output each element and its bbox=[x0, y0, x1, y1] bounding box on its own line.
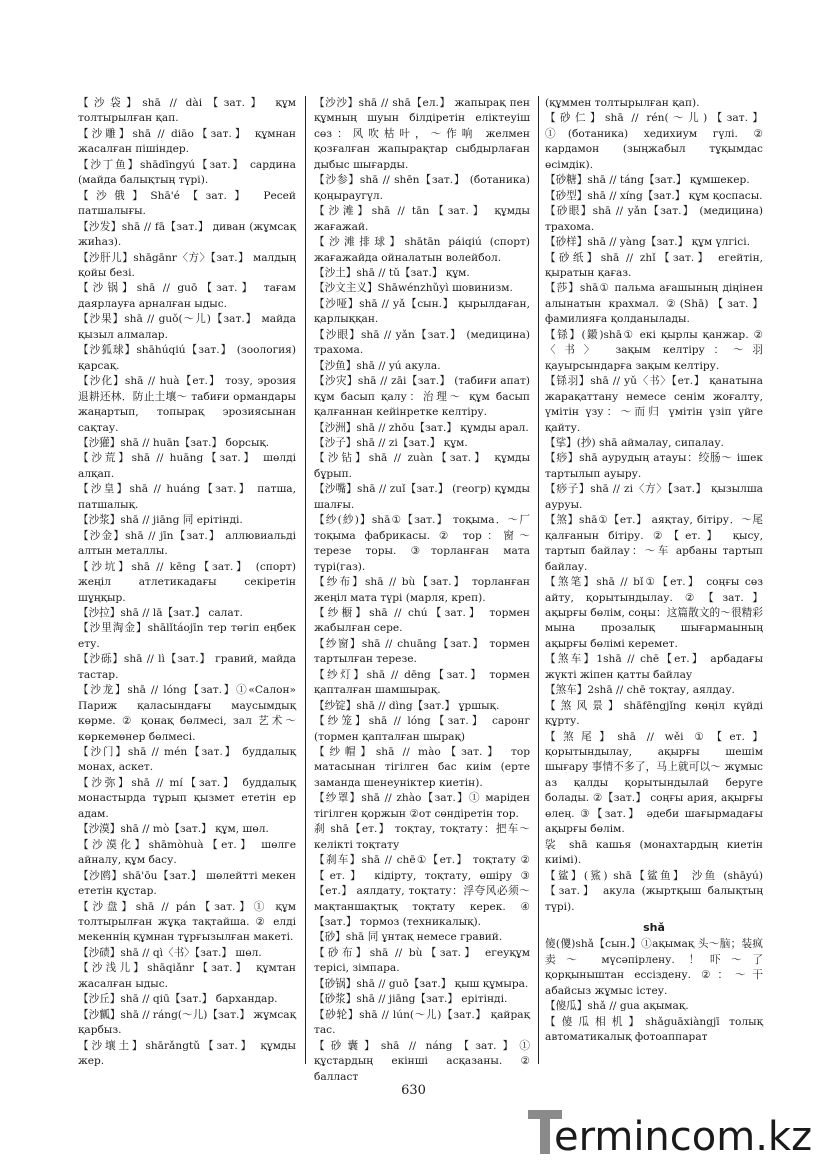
dictionary-entry: 【沙袋】shā // dài【зат.】 құм толтырылған қап. bbox=[78, 97, 296, 125]
column-divider bbox=[305, 96, 306, 1064]
dictionary-entry: 【沙滩】shā // tān【зат.】 құмды жағажай. bbox=[314, 205, 530, 233]
dictionary-entry: 【砂样】shā // yàng【зат.】 құм үлгісі. bbox=[545, 236, 750, 249]
dictionary-entry: 【煞风景】shāfēngjǐng көңіл күйді құрту. bbox=[545, 699, 763, 728]
dictionary-entry: 【沙果】shā // guǒ(～儿)【зат.】 майда қызыл алмалар. bbox=[78, 313, 296, 341]
dictionary-entry: 【纱帽】shā // mào【зат.】 тор матасынан тігілген бас киім (ерте заманда шенеуніктер киетін). bbox=[314, 746, 530, 789]
dictionary-entry: 【沙土】shā // tǔ【зат.】 құм. bbox=[314, 266, 470, 279]
column-3-entries bbox=[545, 96, 763, 915]
dictionary-entry: 【纱(紗)】shā①【зат.】 тоқыма．～厂 тоқыма фабрикасы. ② тор：窗～ терезе торы. ③торланған мата түрі(газ). bbox=[314, 514, 530, 573]
dictionary-entry: 【沙眼】shā // yǎn【зат.】 (медицина) трахома. bbox=[314, 328, 530, 357]
dictionary-entry: 【煞车】2shā // chē тоқтау, аялдау. bbox=[545, 684, 735, 697]
dictionary-entry: 【沙雕】shā // diāo【зат.】 құмнан жасалған пішіндер. bbox=[78, 127, 296, 156]
dictionary-entry: 【沙坑】shā // kēng【зат.】 (спорт) жеңіл атлетикадағы секіретін шұңқыр. bbox=[78, 560, 296, 604]
dictionary-entry: 【痧】shā аурудың атауы：绞肠～ ішек тартылып ауыру. bbox=[545, 452, 763, 480]
dictionary-entry: 【沙浆】shā // jiāng 同 ерітінді. bbox=[78, 514, 243, 527]
dictionary-entry: 【沙龙】shā // lóng【зат.】①«Салон» Париж қаласындағы маусымдық көрме. ② қонақ бөлмесі, зал 艺术～ көркемөнер бөлмесі. bbox=[78, 684, 296, 743]
dictionary-entry: 【煞笔】shā // bǐ①【ет.】 соңғы сөз айту, қорытындылау. ②【зат.】 ақырғы бөлім, соңы：这篇散文的～很精彩 мына прозалық шығармаының ақырғы бөлімі керемет. bbox=[545, 576, 763, 650]
dictionary-entry: 【沙狐球】shāhúqiú【зат.】 (зоология) қарсақ. bbox=[78, 344, 296, 372]
dictionary-entry: 【纱罩】shā // zhào【зат.】① маріден тігілген қоржын ②от сөндіретін тор. bbox=[314, 792, 530, 820]
dictionary-entry: 【纱锭】shā // dìng【зат.】 ұршық. bbox=[314, 699, 500, 712]
dictionary-entry: 【沙肝儿】shāgānr〈方〉【зат.】 малдың қойы безі. bbox=[78, 251, 296, 279]
dictionary-entry: 【砂布】shā // bù【зат.】 егеуқұм терісі, зімпара. bbox=[314, 946, 530, 975]
dictionary-entry: 【沙浅儿】shāqiǎnr【зат.】 құмтан жасалған ыдыс. bbox=[78, 962, 296, 990]
column-divider bbox=[538, 96, 539, 1064]
dictionary-entry: 【沙沙】shā // shā【ел.】 жапырақ пен құмның шуын білдіретін еліктеуіш сөз：风吹枯叶，～作响 желмен қозғалған жапырақтар сыбдырлаған дыбыс шығарды. bbox=[314, 97, 530, 171]
dictionary-entry: 【鲨】(鯊) shā【鲨鱼】 沙鱼 (shāyú)【зат.】 акула (жыртқыш балықтың түрі). bbox=[545, 869, 763, 913]
dictionary-entry: 裟 shā кашья (монахтардың киетін киімі). bbox=[545, 838, 763, 867]
dictionary-entry: 【沙里淘金】shālǐtáojīn тер төгіп еңбек ету. bbox=[78, 622, 296, 650]
dictionary-entry: 【莎】shā① пальма ағашының діңінен алынатын крахмал. ②(Shā)【зат.】 фамилияға қолданылады. bbox=[545, 282, 763, 326]
dictionary-entry: 【沙碛】shā // qì〈书〉【зат.】 шөл. bbox=[78, 946, 262, 959]
dictionary-entry: 【沙拉】shā // lā【зат.】 салат. bbox=[78, 606, 243, 619]
dictionary-entry: 【纱橱】shā // chú【зат.】 тормен жабылған сере. bbox=[314, 606, 530, 635]
dictionary-entry: 【砂型】shā // xíng【зат.】 құм қоспасы. bbox=[545, 189, 763, 202]
dictionary-entry: 【砂糖】shā // táng【зат.】 құмшекер. bbox=[545, 174, 750, 187]
dictionary-entry: 【刹车】shā // chē①【ет.】 тоқтату ②【ет.】 кідірту, тоқтату, өшіру ③【ет.】 аялдату, тоқтату：浮夸风必须～ мақтаншақтық тоқтату керек. ④【зат.】 тормоз (техникалық). bbox=[314, 854, 530, 929]
dictionary-entry: 【沙漠】shā // mò【зат.】 құм, шөл. bbox=[78, 823, 269, 836]
dictionary-entry: 【砂眼】shā // yǎn【зат.】 (медицина) трахома. bbox=[545, 205, 763, 233]
dictionary-entry: 【沙锅】shā // guō【зат.】 тағам даярлауға арналған ыдыс. bbox=[78, 282, 296, 310]
dictionary-entry: 【沙化】shā // huà【ет.】 тозу, эрозия 退耕还林．防止土壤～ табиғи ормандары жаңартып, топырақ эрозиясынан сақтау. bbox=[78, 375, 296, 434]
dictionary-entry: 【纱布】shā // bù【зат.】 торланған жеңіл мата түрі (марля, креп). bbox=[314, 576, 530, 604]
dictionary-entry: 【沙发】shā // fā【зат.】 диван (жұмсақ жиһаз). bbox=[78, 220, 296, 249]
dictionary-entry: 【沙金】shā // jīn【зат.】 аллювиальді алтын металлы. bbox=[78, 529, 296, 558]
dictionary-entry: 【砂纸】shā // zhǐ【зат.】 егейтін, қыратын қағаз. bbox=[545, 251, 763, 279]
dictionary-entry: 【沙灾】shā // zāi【зат.】 (табиғи апат) құм басып қалу：治理～ құм басып қалғаннан кейінретке келтіру. bbox=[314, 375, 530, 419]
dictionary-entry: 【傻瓜】shǎ // gua ақымақ. bbox=[545, 1000, 689, 1013]
dictionary-entry: 【挲】(抄) shā аймалау, сипалау. bbox=[545, 436, 724, 449]
dictionary-entry: 【铩】(鎩)shā① екі қырлы қанжар. ②〈书〉 зақым келтіру：～羽 қауырсындарға зақым келтіру. bbox=[545, 328, 763, 372]
dictionary-entry: 【沙鸥】shā'ōu【зат.】 шөлейтті мекен ететін құстар. bbox=[78, 869, 296, 898]
dictionary-entry: 【沙漠化】shāmòhuà【ет.】 шөлге айналу, құм басу. bbox=[78, 838, 296, 867]
dictionary-entry: (құммен толтырылған қап). bbox=[545, 97, 700, 109]
termincom-logo bbox=[524, 1106, 814, 1158]
dictionary-entry: 【砂锅】shā // guō【зат.】 қыш құмыра. bbox=[314, 977, 529, 990]
dictionary-column-2 bbox=[314, 96, 530, 1085]
dictionary-entry: 【沙瓤】shā // ráng(～儿)【зат.】 жұмсақ қарбыз. bbox=[78, 1008, 296, 1037]
section-entries bbox=[545, 937, 763, 1045]
section-heading: shǎ bbox=[643, 921, 665, 935]
dictionary-entry: 【沙文主义】Shāwénzhǔyì шовинизм. bbox=[314, 282, 513, 295]
dictionary-entry: 【纱笼】shā // lóng【зат.】 саронг (тормен қапталған шырақ) bbox=[314, 715, 530, 743]
dictionary-entry: 【沙鱼】shā // yú акула. bbox=[314, 359, 441, 372]
dictionary-entry: 【沙獾】shā // huān【зат.】 борсық. bbox=[78, 436, 270, 449]
dictionary-entry: 【沙滩排球】shātān páiqiú (спорт) жағажайда ойналатын волейбол. bbox=[314, 236, 530, 264]
svg-text:ermincom.kz: ermincom.kz bbox=[554, 1114, 813, 1158]
dictionary-entry: 【煞】shā①【ет.】 аяқтау, бітіру．～尾 қалғанын бітіру. ②【ет.】 қысу, тартып байлау：～车 арбаны тартып байлау. bbox=[545, 514, 763, 573]
dictionary-entry: 【傻瓜相机】shǎguāxiàngjī толық автоматикалық фотоаппарат bbox=[545, 1015, 763, 1044]
dictionary-entry: 【沙盘】shā // pán【зат.】① құм толтырылған жұқа тақтайша. ② елді мекеннің құмнан тұрғызылған макеті. bbox=[78, 900, 296, 944]
dictionary-entry: 【砂轮】shā // lún(～儿)【зат.】 қайрақ тас. bbox=[314, 1008, 530, 1037]
dictionary-entry: 【沙哑】shā // yǎ【сын.】 қырылдаған, қарлыққан. bbox=[314, 297, 530, 326]
dictionary-entry: 【砂】shā 同 ұнтақ немесе гравий. bbox=[314, 931, 503, 944]
dictionary-entry: 【沙俄】Shā'é【зат.】 Ресей патшалығы. bbox=[78, 189, 296, 218]
dictionary-entry: 刹 shā【ет.】 тоқтау, тоқтату：把车～ келікті тоқтату bbox=[314, 823, 530, 851]
dictionary-entry: 【砂仁】shā // rén(～儿)【зат.】①(ботаника) хедихиум гүлі. ② кардамон (зыңжабыл тұқымдас өсімдік). bbox=[545, 112, 763, 171]
dictionary-entry: 【沙嘴】shā // zuǐ【зат.】 (геогр) құмды шалғы. bbox=[314, 483, 530, 511]
dictionary-entry: 【痧子】shā // zi〈方〉【зат.】 қызылша ауруы. bbox=[545, 483, 763, 511]
dictionary-entry: 【纱灯】shā // dēng【зат.】 тормен қапталған шамшырақ. bbox=[314, 668, 530, 697]
dictionary-entry: 【沙荒】shā // huāng【зат.】 шөлді алқап. bbox=[78, 452, 296, 480]
dictionary-entry: 【沙参】shā // shēn【зат.】 (ботаника) қоңыраугүл. bbox=[314, 174, 530, 202]
dictionary-entry: 【砂囊】shā // náng【зат.】① құстардың екінші асқазаны. ② балласт bbox=[314, 1039, 530, 1083]
dictionary-entry: 【沙门】shā // mén【зат.】 буддалық монах, аскет. bbox=[78, 746, 296, 774]
dictionary-entry: 【沙弥】shā // mí【зат.】 буддалық монастырда тұрып қызмет ететін ер адам. bbox=[78, 776, 296, 820]
dictionary-entry: 【沙壤土】shārǎngtǔ【зат.】 құмды жер. bbox=[78, 1039, 296, 1068]
dictionary-entry: 【煞尾】shā // wěi ①【ет.】 қорытындылау, ақырғы шешім шығару 事情不多了，马上就可以～ жұмыс аз қалды қорытындылай беруге болады. ②【зат.】 соңғы ария, ақырғы өлең. ③【зат.】 әдеби шағырмадағы ақырғы бөлім. bbox=[545, 730, 763, 836]
dictionary-entry: 【沙砾】shā // lì【зат.】 гравий, майда тастар. bbox=[78, 653, 296, 681]
dictionary-entry: 【沙子】shā // zi【зат.】 құм. bbox=[314, 436, 468, 449]
dictionary-entry: 【沙洲】shā // zhōu【зат.】 құмды арал. bbox=[314, 421, 529, 434]
dictionary-entry: 【沙皇】shā // huáng【зат.】 патша, патшалық. bbox=[78, 483, 296, 511]
dictionary-entry: 【沙钻】shā // zuàn【зат.】 құмды бұрып. bbox=[314, 452, 530, 480]
dictionary-entry: 【砂浆】shā // jiāng【зат.】 ерітінді. bbox=[314, 993, 508, 1006]
page-number: 630 bbox=[401, 1083, 426, 1098]
dictionary-entry: 【煞车】1shā // chē【ет.】 арбадағы жүкті жіпен қатты байлау bbox=[545, 653, 763, 681]
dictionary-entry: 傻(儍)shǎ【сын.】①ақымақ 头～脑；装疯卖～ мүсәпірлену. ！吓～了 қорқыныштан ессіздену. ②：～干 абайсыз жұмыс істеу. bbox=[545, 938, 763, 997]
dictionary-entry: 【纱窗】shā // chuāng【зат.】 тормен тартылған терезе. bbox=[314, 637, 530, 666]
dictionary-entry: 【沙丁鱼】shādīngyú【зат.】 сардина (майда балықтың түрі). bbox=[78, 158, 296, 187]
dictionary-column-1 bbox=[78, 96, 296, 1070]
dictionary-entry: 【沙丘】shā // qiū【зат.】 бархандар. bbox=[78, 993, 278, 1006]
dictionary-column-3 bbox=[545, 96, 763, 1046]
dictionary-entry: 【铩羽】shā // yǔ〈书〉【ет.】 қанатына жарақаттану немесе сенім жоғалту, үмітін үзу：～而归 үмітін үзіп үйге қайту. bbox=[545, 375, 763, 434]
